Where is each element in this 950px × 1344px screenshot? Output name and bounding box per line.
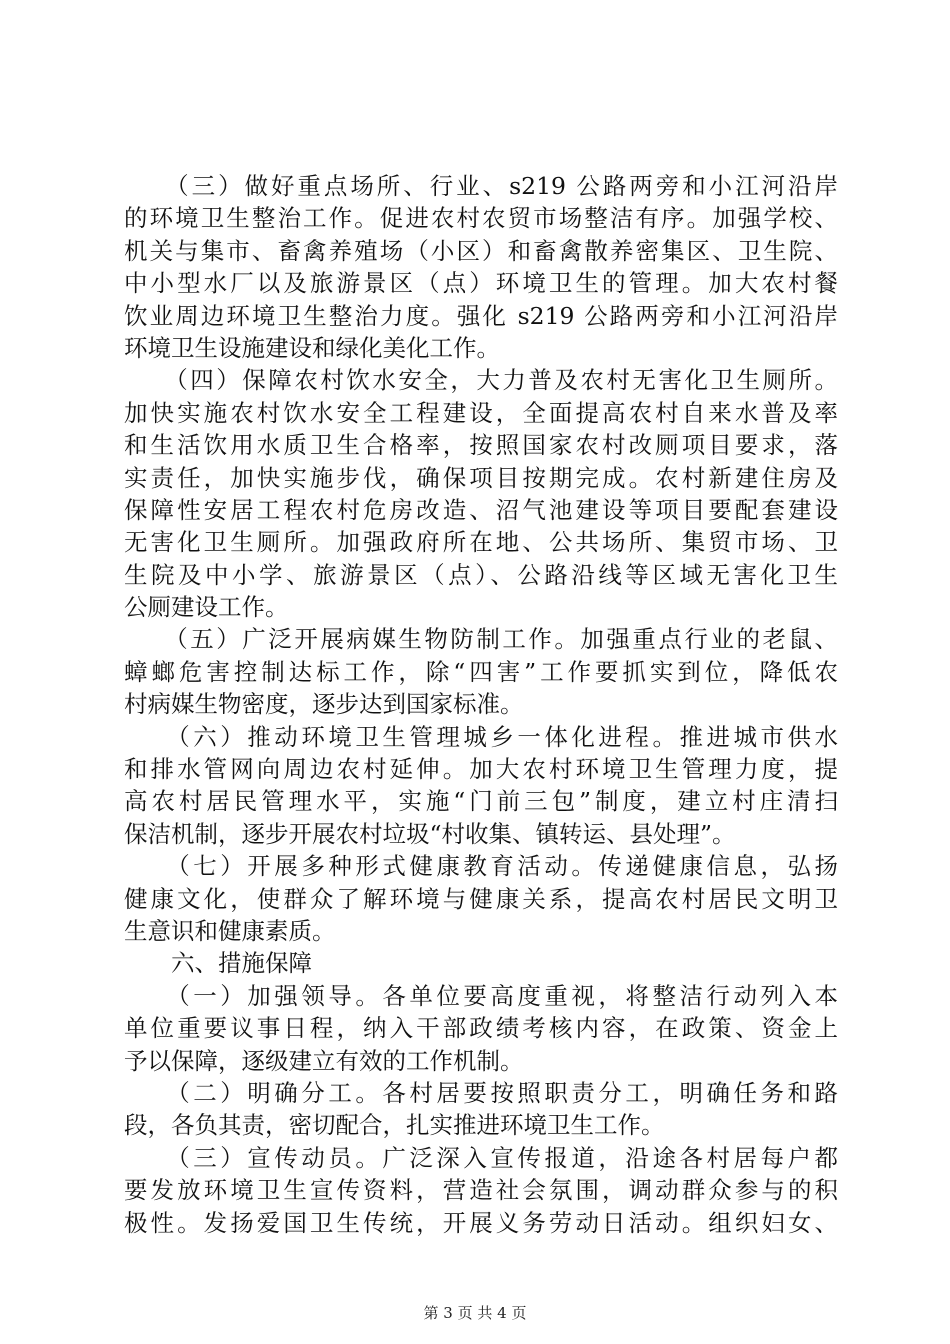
text-line: 六、措施保障 <box>124 949 312 978</box>
text-line: 饮业周边环境卫生整治力度。强化 s219 公路两旁和小江河沿岸 <box>124 301 838 330</box>
text-line: 保洁机制，逐步开展农村垃圾“村收集、镇转运、县处理”。 <box>124 819 736 848</box>
text-line: 生院及中小学、旅游景区（点）、公路沿线等区域无害化卫生 <box>124 560 838 589</box>
text-line: （七）开展多种形式健康教育活动。传递健康信息，弘扬 <box>124 852 838 881</box>
text-line: （五）广泛开展病媒生物防制工作。加强重点行业的老鼠、 <box>124 625 838 654</box>
text-line: 实责任，加快实施步伐，确保项目按期完成。农村新建住房及 <box>124 463 838 492</box>
text-line: 加快实施农村饮水安全工程建设，全面提高农村自来水普及率 <box>124 398 838 427</box>
text-line: 机关与集市、畜禽养殖场（小区）和畜禽散养密集区、卫生院、 <box>124 236 838 265</box>
document-body <box>124 170 838 1239</box>
text-line: 予以保障，逐级建立有效的工作机制。 <box>124 1046 524 1075</box>
text-line: （三）宣传动员。广泛深入宣传报道，沿途各村居每户都 <box>124 1143 838 1172</box>
page-footer: 第 3 页 共 4 页 <box>423 1304 527 1322</box>
text-line: 和生活饮用水质卫生合格率，按照国家农村改厕项目要求，落 <box>124 431 838 460</box>
text-line: 生意识和健康素质。 <box>124 916 336 945</box>
text-line: 要发放环境卫生宣传资料，营造社会氛围，调动群众参与的积 <box>124 1176 838 1205</box>
text-line: （二）明确分工。各村居要按照职责分工，明确任务和路 <box>124 1078 838 1107</box>
text-line: 环境卫生设施建设和绿化美化工作。 <box>124 333 500 362</box>
text-line: 中小型水厂以及旅游景区（点）环境卫生的管理。加大农村餐 <box>124 269 838 298</box>
text-line: 健康文化，使群众了解环境与健康关系，提高农村居民文明卫 <box>124 884 838 913</box>
text-line: 高农村居民管理水平，实施“门前三包”制度，建立村庄清扫 <box>124 787 838 816</box>
text-line: 极性。发扬爱国卫生传统，开展义务劳动日活动。组织妇女、 <box>124 1208 838 1237</box>
text-line: 公厕建设工作。 <box>124 593 289 622</box>
text-line: 和排水管网向周边农村延伸。加大农村环境卫生管理力度，提 <box>124 755 838 784</box>
text-line: 保障性安居工程农村危房改造、沼气池建设等项目要配套建设 <box>124 495 838 524</box>
text-line: （四）保障农村饮水安全，大力普及农村无害化卫生厕所。 <box>124 366 838 395</box>
text-line: （三）做好重点场所、行业、s219 公路两旁和小江河沿岸 <box>124 172 838 200</box>
text-line: 段，各负其责，密切配合，扎实推进环境卫生工作。 <box>124 1111 665 1140</box>
text-line: 单位重要议事日程，纳入干部政绩考核内容，在政策、资金上 <box>124 1014 838 1043</box>
text-line: 的环境卫生整治工作。促进农村农贸市场整洁有序。加强学校、 <box>124 204 838 233</box>
text-line: （六）推动环境卫生管理城乡一体化进程。推进城市供水 <box>124 722 838 751</box>
text-line: 村病媒生物密度，逐步达到国家标准。 <box>124 690 524 719</box>
text-line: 无害化卫生厕所。加强政府所在地、公共场所、集贸市场、卫 <box>124 528 838 557</box>
text-line: 蟑螂危害控制达标工作，除“四害”工作要抓实到位，降低农 <box>124 657 838 686</box>
text-line: （一）加强领导。各单位要高度重视，将整洁行动列入本 <box>124 981 838 1010</box>
